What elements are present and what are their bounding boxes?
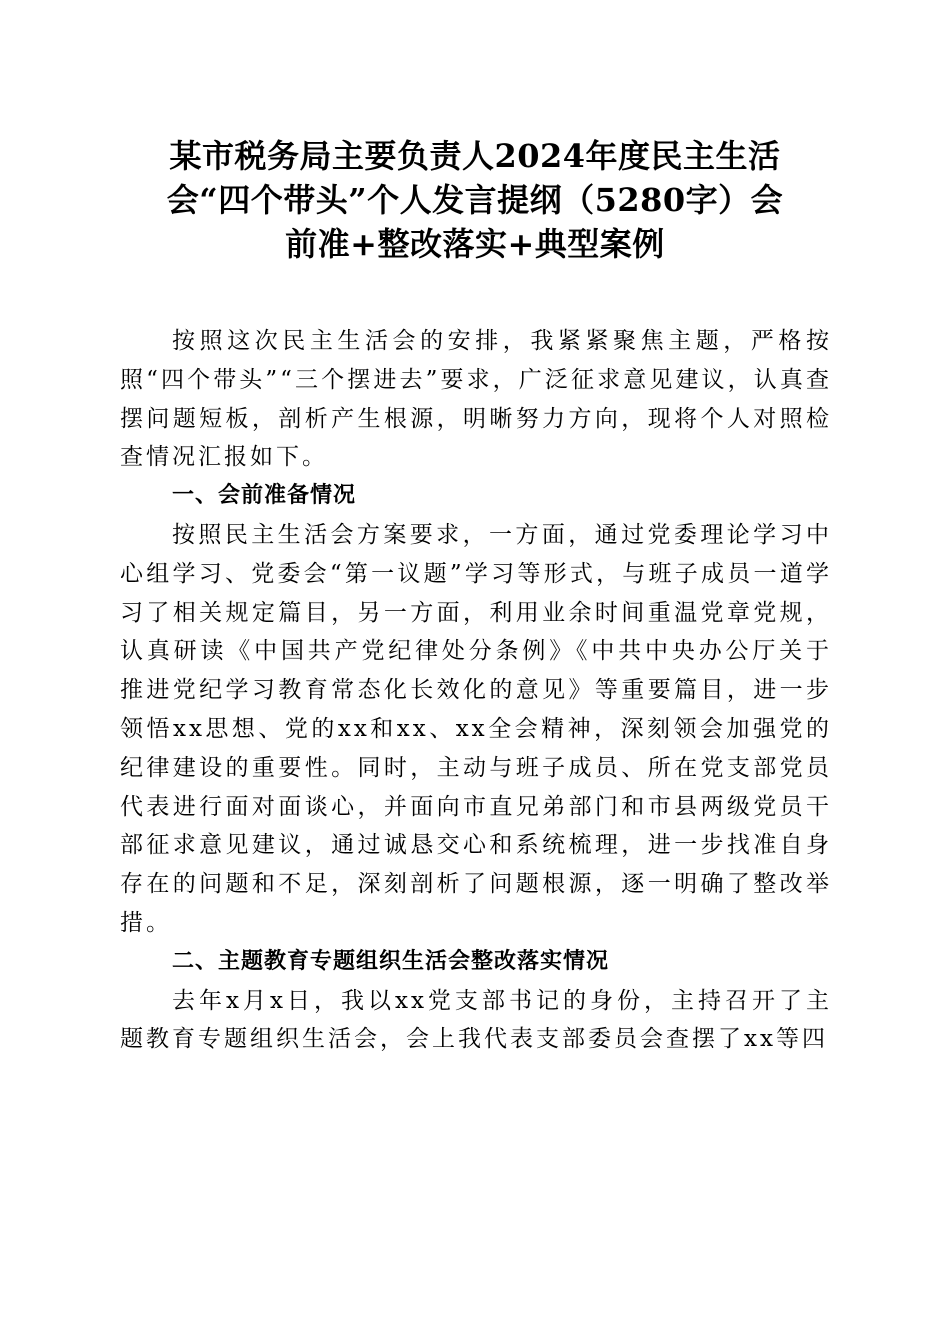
document-body: [120, 322, 832, 1059]
section-2-paragraph: 去年x月x日，我以xx党支部书记的身份，主持召开了主题教育专题组织生活会，会上我代表支部委员会查摆了xx等四: [120, 987, 832, 1053]
title-line-2: 会“四个带头”个人发言提纲（5280字）会: [166, 181, 784, 219]
section-1-paragraph: 按照民主生活会方案要求，一方面，通过党委理论学习中心组学习、党委会“第一议题”学习等形式，与班子成员一道学习了相关规定篇目，另一方面，利用业余时间重温党章党规，认真研读《中国共产党纪律处分条例》《中共中央办公厅关于推进党纪学习教育常态化长效化的意见》等重要篇目，进一步领悟xx思想、党的xx和xx、xx全会精神，深刻领会加强党的纪律建设的重要性。同时，主动与班子成员、所在党支部党员代表进行面对面谈心，并面向市直兄弟部门和市县两级党员干部征求意见建议，通过诚恳交心和系统梳理，进一步找准自身存在的问题和不足，深刻剖析了问题根源，逐一明确了整改举措。: [120, 521, 832, 936]
section-heading-1: 一、会前准备情况: [172, 483, 357, 509]
intro-paragraph: 按照这次民主生活会的安排，我紧紧聚焦主题，严格按照“四个带头”“三个摆进去”要求，广泛征求意见建议，认真查摆问题短板，剖析产生根源，明晰努力方向，现将个人对照检查情况汇报如下。: [120, 328, 832, 471]
document-title: [120, 134, 830, 266]
title-line-1: 某市税务局主要负责人2024年度民主生活: [169, 137, 781, 175]
section-heading-2: 二、主题教育专题组织生活会整改落实情况: [172, 948, 610, 974]
title-line-3: 前准+整改落实+典型案例: [285, 225, 665, 263]
